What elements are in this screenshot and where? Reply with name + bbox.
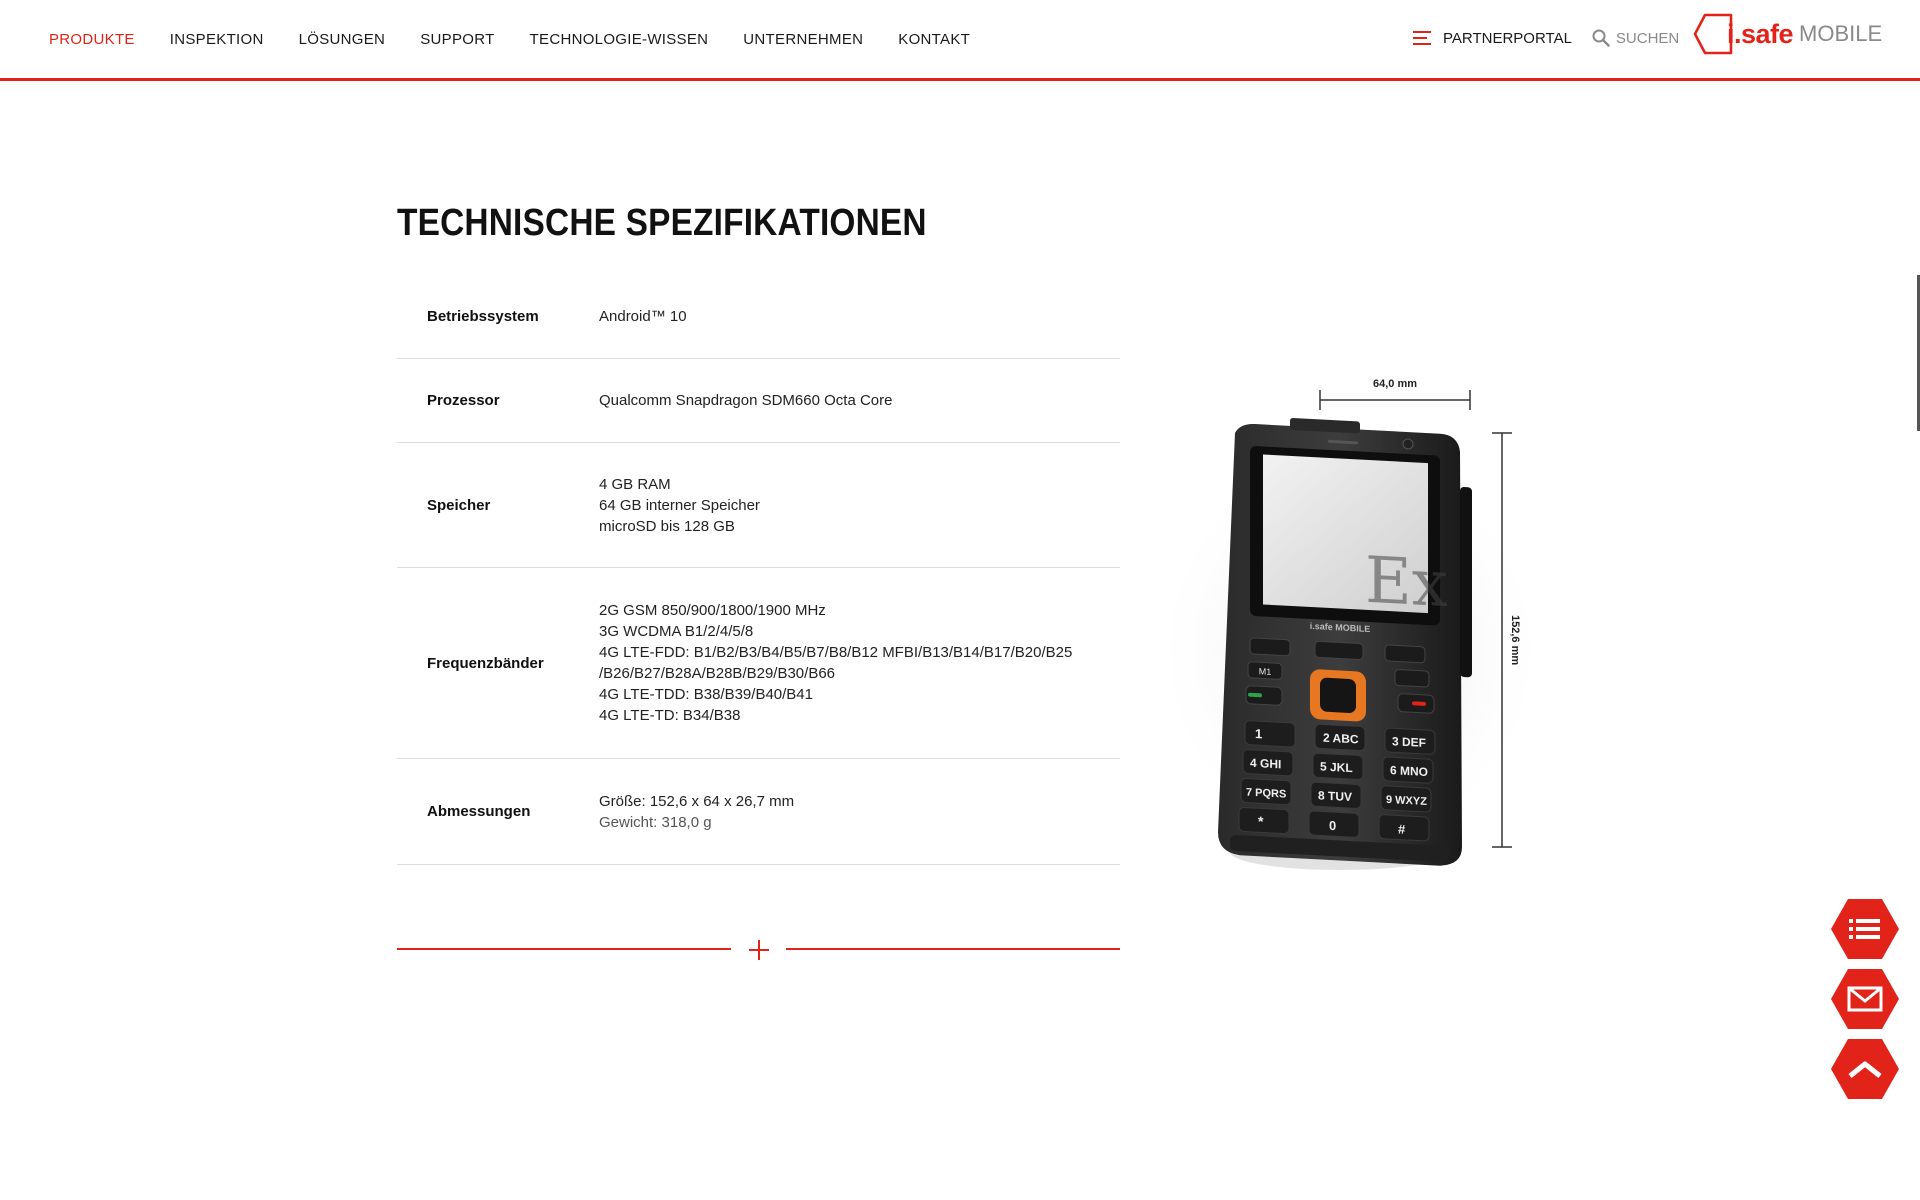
spec-label: Frequenzbänder [427,654,544,672]
key-label: 9 WXYZ [1386,793,1427,809]
spec-values [599,306,687,327]
spec-value: 3G WCDMA B1/2/4/5/8 [599,623,754,640]
spec-values [599,474,760,537]
spec-value: 4G LTE-TD: B34/B38 [599,707,741,724]
device-brand: i.safe MOBILE [1309,620,1371,635]
nav-item-unternehmen[interactable]: UNTERNEHMEN [743,31,864,48]
ex-mark: Ex [1365,543,1448,623]
spec-value: 4G LTE-TDD: B38/B39/B40/B41 [599,686,813,703]
nav-item-produkte[interactable]: PRODUKTE [49,31,135,48]
spec-label: Prozessor [427,392,500,409]
key-label: 6 MNO [1390,763,1428,780]
header-tools [1413,29,1679,47]
company-logo[interactable] [1693,13,1882,55]
spec-values [599,390,892,411]
partnerportal-label: PARTNERPORTAL [1443,29,1572,47]
spec-row [397,759,1120,865]
search-label: SUCHEN [1615,29,1680,47]
search-button[interactable] [1592,29,1679,47]
spec-table [397,275,1120,865]
main-nav [49,31,1005,48]
logo-suffix: MOBILE [1799,21,1883,46]
spec-value: 2G GSM 850/900/1800/1900 MHz [599,602,826,619]
spec-row [397,568,1120,759]
plus-icon [744,935,774,965]
spec-label: Betriebssystem [427,308,539,325]
spec-value: 4 GB RAM [599,475,671,493]
spec-label: Abmessungen [427,803,531,820]
spec-row [397,443,1120,568]
soft-key-label: M1 [1258,666,1272,677]
expand-specs-button[interactable] [744,935,774,965]
menu-lines-icon [1413,31,1431,45]
spec-row [397,275,1120,359]
contact-mail-button[interactable] [1831,969,1899,1029]
divider-left [397,948,731,950]
width-dimension-label: 64,0 mm [1372,378,1418,390]
nav-item-support[interactable]: SUPPORT [420,31,495,48]
spec-value: Qualcomm Snapdragon SDM660 Octa Core [599,392,893,409]
key-label: 2 ABC [1323,730,1359,747]
height-dimension-label: 152,6 mm [1509,615,1521,666]
nav-item-technologie-wissen[interactable]: TECHNOLOGIE-WISSEN [529,31,709,48]
nav-item-kontakt[interactable]: KONTAKT [898,31,971,48]
key-label: 4 GHI [1250,755,1282,772]
spec-value: microSD bis 128 GB [599,517,735,535]
key-label: 3 DEF [1392,734,1426,750]
spec-value: Android™ 10 [599,308,687,325]
search-icon [1592,29,1610,47]
nav-item-loesungen[interactable]: LÖSUNGEN [298,31,386,48]
key-label: 5 JKL [1320,759,1353,776]
table-of-contents-button[interactable] [1831,899,1899,959]
spec-value: Größe: 152,6 x 64 x 26,7 mm [599,792,795,810]
key-label: 8 TUV [1318,788,1352,805]
key-label: * [1258,813,1264,830]
site-header [0,0,1920,81]
phone-illustration [1140,360,1560,900]
page-title: TECHNISCHE SPEZIFIKATIONEN [397,202,927,244]
scroll-to-top-button[interactable] [1831,1039,1899,1099]
spec-label: Speicher [427,496,491,514]
spec-value: Gewicht: 318,0 g [599,813,712,831]
key-label: 1 [1255,726,1263,742]
divider-right [786,948,1120,950]
spec-value: 4G LTE-FDD: B1/B2/B3/B4/B5/B7/B8/B12 MFBI/B13/B14/B17/B20/B25 [599,644,1073,661]
partnerportal-link[interactable] [1413,30,1572,47]
key-label: 7 PQRS [1246,786,1287,801]
spec-value: 64 GB interner Speicher [599,496,760,514]
spec-row [397,359,1120,443]
nav-item-inspektion[interactable]: INSPEKTION [169,31,264,48]
key-label: 0 [1329,817,1337,834]
product-image [1140,360,1560,900]
spec-values [599,791,794,833]
logo-brand: i.safe [1727,18,1794,49]
key-label: # [1398,821,1406,837]
spec-value: /B26/B27/B28A/B28B/B29/B30/B66 [599,665,836,682]
spec-values [599,600,1072,726]
